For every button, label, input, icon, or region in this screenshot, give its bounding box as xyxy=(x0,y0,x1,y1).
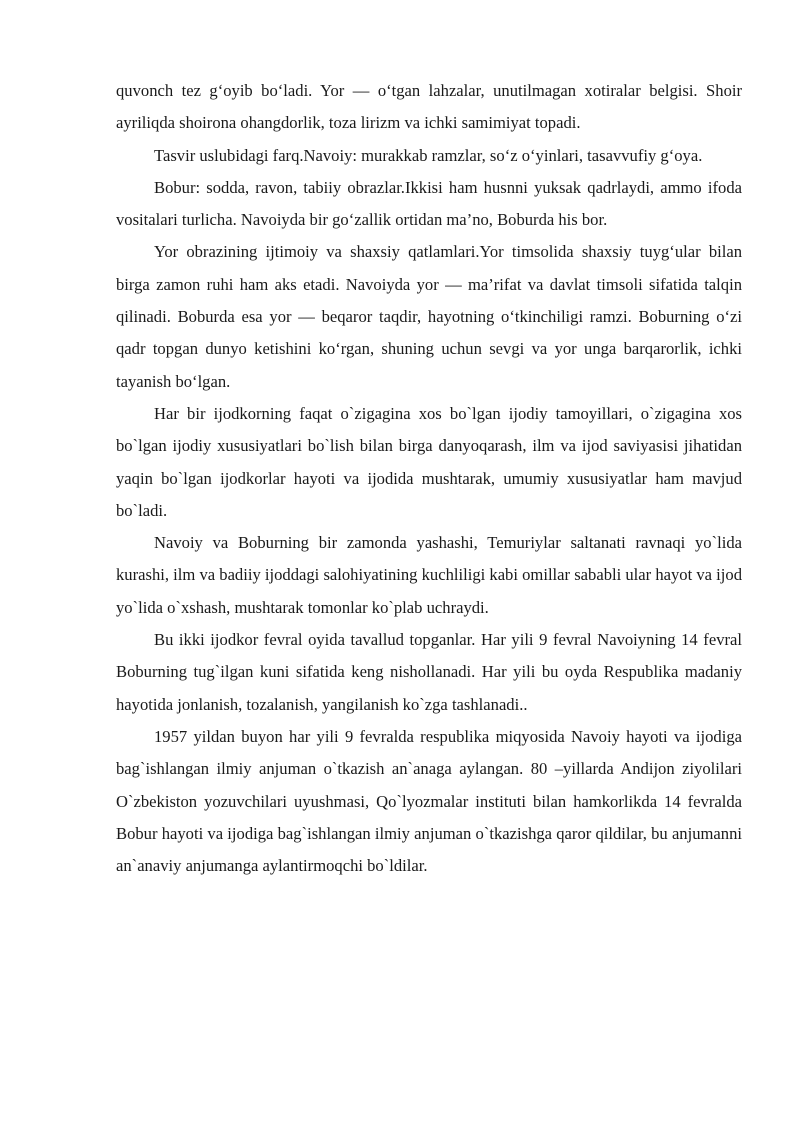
paragraph-february-births: Bu ikki ijodkor fevral oyida tavallud topganlar. Har yili 9 fevral Navoiyning 14 fevral Boburning tug`ilgan kuni sifatida keng nishollanadi. Har yili bu oyda Respublika madaniy hayotida jonlanish, tozalanish, yangilanish ko`zga tashlanadi.. xyxy=(116,630,742,714)
paragraph-style-difference: Tasvir uslubidagi farq.Navoiy: murakkab ramzlar, so‘z o‘yinlari, tasavvufiy g‘oya. xyxy=(154,145,703,165)
paragraph-continuation: quvonch tez g‘oyib bo‘ladi. Yor — o‘tgan lahzalar, unutilmagan xotiralar belgisi. Shoir ayriliqda shoirona ohangdorlik, toza lirizm va ichki samimiyat topadi. xyxy=(116,81,742,133)
paragraph-conferences: 1957 yildan buyon har yili 9 fevralda respublika miqyosida Navoiy hayoti va ijodiga bag`ishlangan ilmiy anjuman o`tkazish an`anaga aylangan. 80 –yillarda Andijon ziyolilari O`zbekiston yozuvchilari uyushmasi, Qo`lyozmalar instituti bilan hamkorlikda 14 fevralda Bobur hayoti va ijodiga bag`ishlangan ilmiy anjuman o`tkazishga qaror qildilar, bu anjumanni an`anaviy anjumanga aylantirmoqchi bo`ldilar. xyxy=(116,726,742,876)
paragraph-social-layers: Yor obrazining ijtimoiy va shaxsiy qatlamlari.Yor timsolida shaxsiy tuyg‘ular bilan birga zamon ruhi ham aks etadi. Navoiyda yor — ma’rifat va davlat timsoli sifatida talqin qilinadi. Boburda esa yor — beqaror taqdir, hayotning o‘tkinchiligi ramzi. Boburning o‘zi qadr topgan dunyo ketishini ko‘rgan, shuning uchun sevgi va yor unga barqarorlik, ichki tayanish bo‘lgan. xyxy=(116,242,742,391)
paragraph-same-era: Navoiy va Boburning bir zamonda yashashi, Temuriylar saltanati ravnaqi yo`lida kurashi, ilm va badiiy ijoddagi salohiyatining kuchliligi kabi omillar sababli ular hayot va ijod yo`lida o`xshash, mushtarak tomonlar ko`plab uchraydi. xyxy=(116,533,742,617)
body-text xyxy=(116,75,742,882)
paragraph-creative-principles: Har bir ijodkorning faqat o`zigagina xos bo`lgan ijodiy tamoyillari, o`zigagina xos bo`lgan ijodiy xususiyatlari bo`lish bilan birga danyoqarash, ilm va ijod saviyasisi jihatidan yaqin bo`lgan ijodkorlar hayoti va ijodida mushtarak, umumiy xususiyatlar ham mavjud bo`ladi. xyxy=(116,403,742,520)
paragraph-babur-style: Bobur: sodda, ravon, tabiiy obrazlar.Ikkisi ham husnni yuksak qadrlaydi, ammo ifoda vositalari turlicha. Navoiyda bir go‘zallik ortidan ma’no, Boburda his bor. xyxy=(116,177,742,230)
